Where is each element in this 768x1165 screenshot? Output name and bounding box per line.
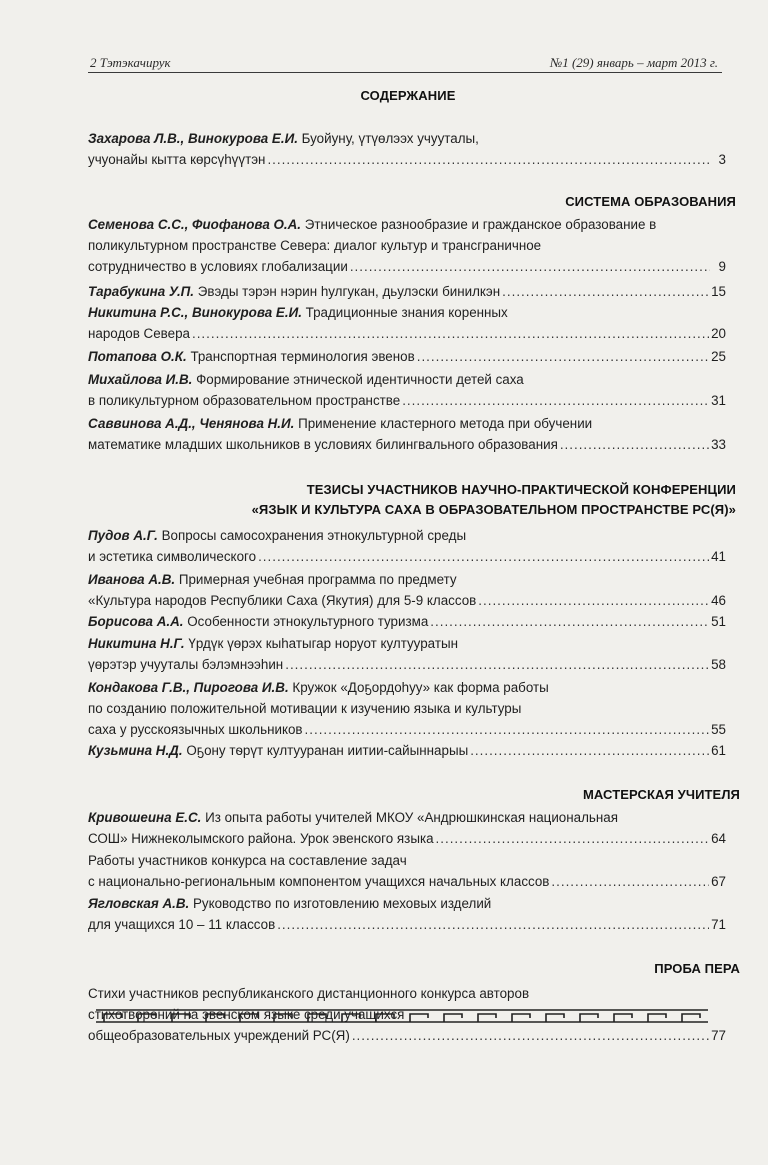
entry-page-number: 58 <box>711 657 726 672</box>
entry-page-number: 46 <box>711 593 726 608</box>
entry-title-line: для учащихся 10 – 11 классов <box>88 917 276 932</box>
entry-title-line: «Культура народов Республики Саха (Якутия) для 5-9 классов <box>88 593 477 608</box>
entry-author: Ягловская А.В. <box>88 896 190 911</box>
entry-title-line: Этническое разнообразие и гражданское образование в <box>304 217 657 232</box>
running-header-left: 2 Тэтэкачирук <box>90 55 171 70</box>
entry-title-line: сотрудничество в условиях глобализации <box>88 259 348 274</box>
entry-page-number: 20 <box>711 326 726 341</box>
entry-title-line: Применение кластерного метода при обучении <box>298 416 593 431</box>
entry-title-line: Кружок «Доҕордоһуу» как форма работы <box>292 680 549 695</box>
entry-title-line: Особенности этнокультурного туризма <box>187 614 429 629</box>
leader-dots <box>560 434 709 455</box>
leader-dots <box>436 828 710 849</box>
leader-dots <box>352 1025 709 1046</box>
toc-entry[interactable] <box>88 611 726 632</box>
entry-page-number: 64 <box>711 831 726 846</box>
meander-border-icon <box>96 1004 708 1026</box>
toc-entry[interactable] <box>88 369 726 411</box>
toc-entry[interactable] <box>88 281 726 302</box>
entry-title-line: стихотворений на эвенском языке среди учащихся <box>88 1007 405 1022</box>
entry-page-number: 3 <box>718 152 726 167</box>
entry-author: Никитина Р.С., Винокурова Е.И. <box>88 305 302 320</box>
entry-title-line: Работы участников конкурса на составление задач <box>88 853 407 868</box>
entry-author: Захарова Л.В., Винокурова Е.И. <box>88 131 298 146</box>
entry-title-line: в поликультурном образовательном пространстве <box>88 393 401 408</box>
entry-author: Кривошеина Е.С. <box>88 810 202 825</box>
leader-dots <box>277 914 709 935</box>
leader-dots <box>192 323 709 344</box>
entry-title-line: Из опыта работы учителей МКОУ «Андрюшкинская национальная <box>205 810 618 825</box>
entry-title-line: по созданию положительной мотивации к изучению языка и культуры <box>88 701 522 716</box>
entry-author: Пудов А.Г. <box>88 528 158 543</box>
entry-page-number: 67 <box>711 874 726 889</box>
entry-author: Кондакова Г.В., Пирогова И.В. <box>88 680 289 695</box>
toc-entry[interactable] <box>88 633 726 675</box>
section-title-theses: ТЕЗИСЫ УЧАСТНИКОВ НАУЧНО-ПРАКТИЧЕСКОЙ КОНФЕРЕНЦИИ <box>306 482 736 497</box>
toc-entry[interactable] <box>88 807 726 849</box>
entry-title-line: Вопросы самосохранения этнокультурной среды <box>161 528 467 543</box>
entry-author: Михайлова И.В. <box>88 372 193 387</box>
entry-title-line: Оҕону тѳрүт култууранан иитии-сайыннарыы <box>186 743 469 758</box>
entry-title-line: Руководство по изготовлению меховых изделий <box>192 896 492 911</box>
toc-entry[interactable] <box>88 740 726 761</box>
entry-title-line: Стихи участников республиканского дистанционного конкурса авторов <box>88 986 530 1001</box>
leader-dots <box>417 346 709 367</box>
leader-dots <box>285 654 709 675</box>
leader-dots <box>258 546 709 567</box>
leader-dots <box>502 281 709 302</box>
section-title-theses-subtitle: «ЯЗЫК И КУЛЬТУРА САХА В ОБРАЗОВАТЕЛЬНОМ ПРОСТРАНСТВЕ РС(Я)» <box>251 502 736 517</box>
toc-entry[interactable] <box>88 893 726 935</box>
entry-author: Тарабукина У.П. <box>88 284 195 299</box>
section-title-workshop: МАСТЕРСКАЯ УЧИТЕЛЯ <box>582 787 740 802</box>
entry-title-line: учуонайы кытта көрсүһүүтэн <box>88 152 266 167</box>
toc-entry[interactable] <box>88 128 726 170</box>
entry-title-line: Формирование этнической идентичности детей саха <box>196 372 524 387</box>
toc-entry[interactable] <box>88 525 726 567</box>
entry-title-line: Традиционные знания коренных <box>305 305 508 320</box>
entry-page-number: 33 <box>711 437 726 452</box>
entry-title-line: үөрэтэр учууталы бэлэмнээһин <box>88 657 284 672</box>
entry-title-line: и эстетика символического <box>88 549 257 564</box>
leader-dots <box>305 719 710 740</box>
entry-title-line: саха у русскоязычных школьников <box>88 722 303 737</box>
running-header <box>88 48 722 73</box>
entry-page-number: 71 <box>711 917 726 932</box>
entry-page-number: 9 <box>718 259 726 274</box>
toc-entry[interactable] <box>88 569 726 611</box>
entry-author: Семенова С.С., Фиофанова О.А. <box>88 217 302 232</box>
entry-title-line: поликультурном пространстве Севера: диалог культур и трансграничное <box>88 238 542 253</box>
entry-page-number: 55 <box>711 722 726 737</box>
leader-dots <box>551 871 709 892</box>
entry-title-line: математике младших школьников в условиях билингвального образования <box>88 437 558 452</box>
entry-author: Кузьмина Н.Д. <box>88 743 183 758</box>
leader-dots <box>470 740 709 761</box>
entry-author: Иванова А.В. <box>88 572 176 587</box>
leader-dots <box>478 590 709 611</box>
toc-entry[interactable] <box>88 677 726 740</box>
leader-dots <box>402 390 709 411</box>
entry-author: Борисова А.А. <box>88 614 184 629</box>
toc-entry[interactable] <box>88 413 726 455</box>
running-header-right: №1 (29) январь – март 2013 г. <box>549 55 718 70</box>
leader-dots <box>350 256 710 277</box>
entry-title-line: Примерная учебная программа по предмету <box>178 572 457 587</box>
entry-author: Потапова О.К. <box>88 349 187 364</box>
toc-title: СОДЕРЖАНИЕ <box>360 88 456 103</box>
toc-entry[interactable] <box>88 214 726 277</box>
section-title-pen-trial: ПРОБА ПЕРА <box>654 961 740 976</box>
entry-page-number: 61 <box>711 743 726 758</box>
leader-dots <box>430 611 709 632</box>
entry-author: Никитина Н.Г. <box>88 636 185 651</box>
entry-page-number: 77 <box>711 1028 726 1043</box>
toc-entry[interactable] <box>88 302 726 344</box>
entry-author: Саввинова А.Д., Ченянова Н.И. <box>88 416 295 431</box>
entry-page-number: 41 <box>711 549 726 564</box>
entry-title-line: СОШ» Нижнеколымского района. Урок эвенского языка <box>88 831 434 846</box>
entry-title-line: Транспортная терминология эвенов <box>190 349 415 364</box>
entry-title-line: с национально-региональным компонентом учащихся начальных классов <box>88 874 550 889</box>
entry-page-number: 15 <box>711 284 726 299</box>
entry-title-line: Эвэды тэрэн нэрин һулгукан, дьулэски бинилкэн <box>197 284 501 299</box>
entry-title-line: Буойуну, үтүөлээх учууталы, <box>301 131 479 146</box>
entry-page-number: 31 <box>711 393 726 408</box>
toc-entry[interactable] <box>88 850 726 892</box>
entry-title-line: Үрдүк үөрэх кыһатыгар норуот култууратын <box>188 636 458 651</box>
entry-title-line: общеобразовательных учреждений РС(Я) <box>88 1028 350 1043</box>
entry-page-number: 51 <box>711 614 726 629</box>
toc-entry[interactable] <box>88 346 726 367</box>
entry-page-number: 25 <box>711 349 726 364</box>
leader-dots <box>267 149 710 170</box>
section-title-system: СИСТЕМА ОБРАЗОВАНИЯ <box>565 194 736 209</box>
entry-title-line: народов Севера <box>88 326 190 341</box>
